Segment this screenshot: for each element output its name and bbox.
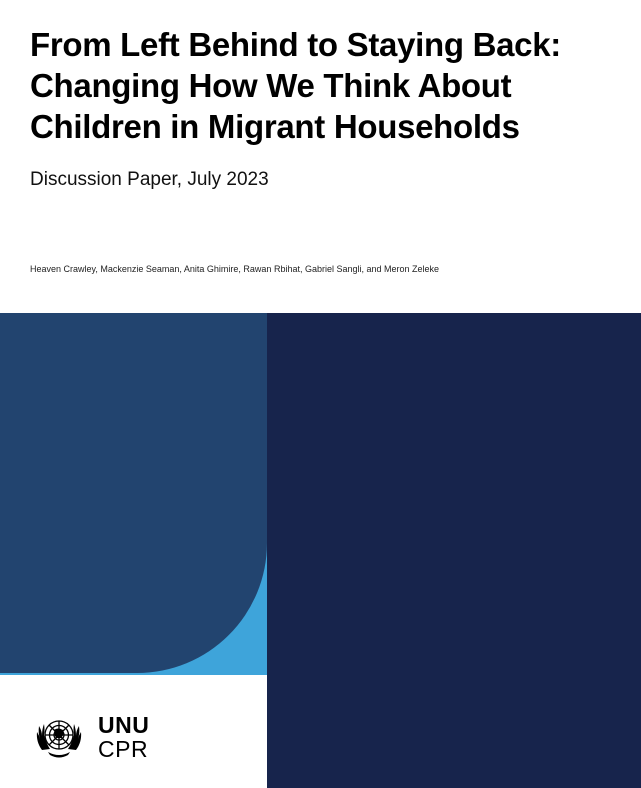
title-line-2: Changing How We Think About [30, 67, 512, 104]
title-line-3: Children in Migrant Households [30, 108, 520, 145]
left-blue-block [0, 313, 267, 673]
title-line-1: From Left Behind to Staying Back: [30, 26, 561, 63]
logo-unu-text: UNU [98, 711, 150, 738]
logo-wordmark [98, 711, 150, 762]
right-dark-block [267, 313, 641, 788]
author-list: Heaven Crawley, Mackenzie Seaman, Anita Ghimire, Rawan Rbihat, Gabriel Sangli, and Meron Zeleke [30, 264, 440, 274]
logo-cpr-text: CPR [98, 735, 149, 762]
document-subtitle: Discussion Paper, July 2023 [30, 169, 269, 190]
un-emblem-icon [30, 712, 88, 762]
document-title [30, 24, 630, 147]
unu-cpr-logo [30, 712, 149, 762]
